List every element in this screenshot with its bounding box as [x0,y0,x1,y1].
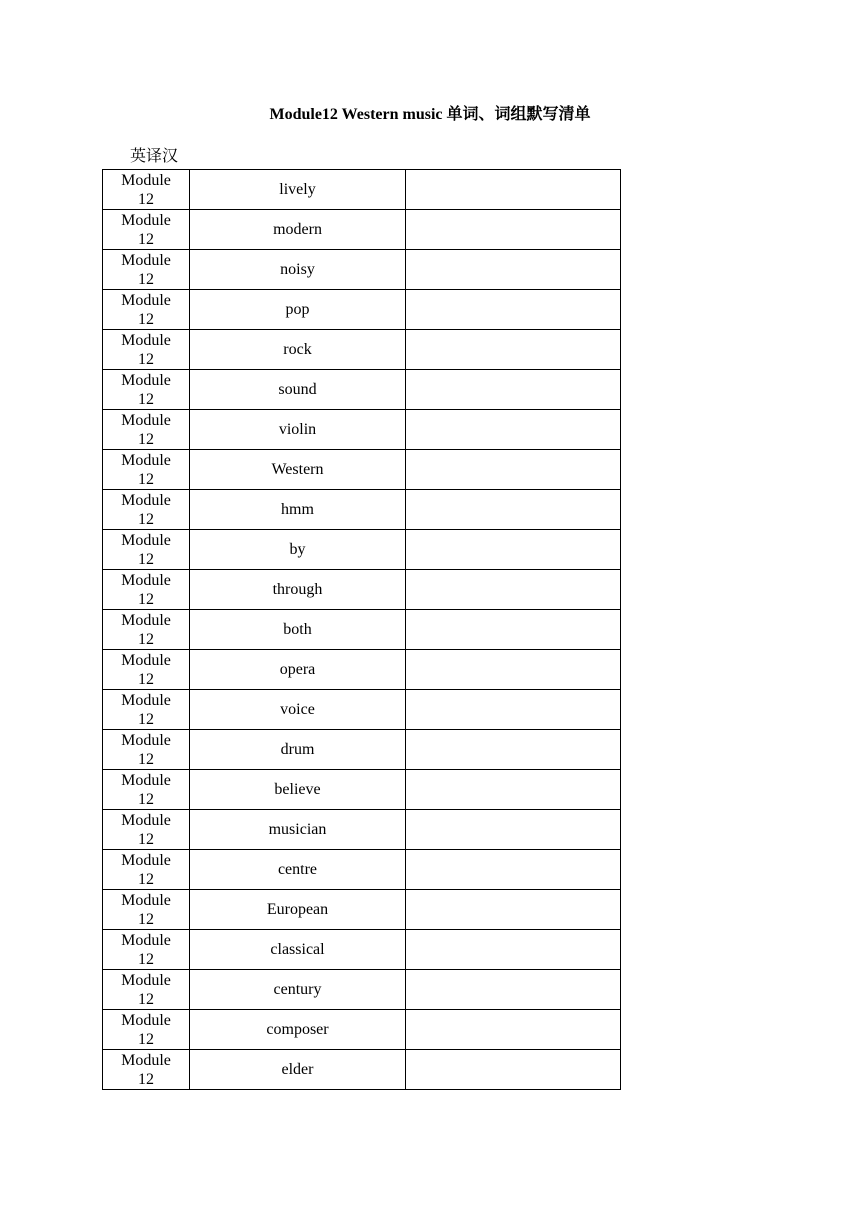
english-word-cell: lively [190,170,406,210]
translation-answer-cell[interactable] [406,890,621,930]
module-cell [103,490,190,530]
module-label: Module [121,171,171,189]
table-row [103,610,621,650]
table-row [103,650,621,690]
english-word-cell: both [190,610,406,650]
translation-answer-cell[interactable] [406,490,621,530]
english-word-cell: European [190,890,406,930]
translation-answer-cell[interactable] [406,610,621,650]
module-label: Module [121,251,171,269]
table-row [103,730,621,770]
vocab-table-body [103,170,621,1090]
translation-answer-cell[interactable] [406,210,621,250]
english-word-cell: hmm [190,490,406,530]
english-word-cell: modern [190,210,406,250]
module-cell [103,610,190,650]
module-cell [103,1050,190,1090]
table-row [103,250,621,290]
table-row [103,850,621,890]
table-row [103,570,621,610]
module-number: 12 [138,950,154,968]
english-word-cell: violin [190,410,406,450]
english-word-cell: noisy [190,250,406,290]
page-title: Module12 Western music 单词、词组默写清单 [269,106,591,123]
table-row [103,970,621,1010]
english-word-cell: musician [190,810,406,850]
module-number: 12 [138,910,154,928]
table-row [103,1010,621,1050]
module-label: Module [121,531,171,549]
table-row [103,690,621,730]
english-word-cell: pop [190,290,406,330]
translation-answer-cell[interactable] [406,290,621,330]
table-row [103,330,621,370]
module-label: Module [121,611,171,629]
module-label: Module [121,491,171,509]
module-cell [103,850,190,890]
table-row [103,290,621,330]
module-number: 12 [138,990,154,1008]
table-row [103,490,621,530]
module-label: Module [121,851,171,869]
translation-answer-cell[interactable] [406,570,621,610]
module-label: Module [121,411,171,429]
translation-answer-cell[interactable] [406,650,621,690]
module-label: Module [121,371,171,389]
english-word-cell: opera [190,650,406,690]
translation-answer-cell[interactable] [406,1050,621,1090]
module-label: Module [121,331,171,349]
table-row [103,1050,621,1090]
module-label: Module [121,1011,171,1029]
english-word-cell: believe [190,770,406,810]
translation-answer-cell[interactable] [406,370,621,410]
module-number: 12 [138,190,154,208]
translation-answer-cell[interactable] [406,410,621,450]
module-number: 12 [138,870,154,888]
vocab-table [102,169,621,1090]
table-row [103,410,621,450]
module-label: Module [121,1051,171,1069]
module-cell [103,530,190,570]
module-cell [103,770,190,810]
english-word-cell: sound [190,370,406,410]
english-word-cell: elder [190,1050,406,1090]
module-cell [103,330,190,370]
english-word-cell: classical [190,930,406,970]
module-label: Module [121,451,171,469]
table-row [103,930,621,970]
module-label: Module [121,731,171,749]
translation-answer-cell[interactable] [406,770,621,810]
module-number: 12 [138,670,154,688]
translation-answer-cell[interactable] [406,810,621,850]
table-row [103,170,621,210]
english-word-cell: by [190,530,406,570]
module-cell [103,450,190,490]
module-number: 12 [138,550,154,568]
module-number: 12 [138,790,154,808]
module-cell [103,290,190,330]
module-number: 12 [138,590,154,608]
module-cell [103,970,190,1010]
translation-answer-cell[interactable] [406,450,621,490]
module-cell [103,570,190,610]
module-cell [103,410,190,450]
module-label: Module [121,971,171,989]
translation-answer-cell[interactable] [406,690,621,730]
module-label: Module [121,771,171,789]
english-word-cell: drum [190,730,406,770]
table-row [103,530,621,570]
translation-answer-cell[interactable] [406,170,621,210]
english-word-cell: rock [190,330,406,370]
module-label: Module [121,211,171,229]
table-row [103,770,621,810]
module-cell [103,930,190,970]
module-label: Module [121,651,171,669]
module-label: Module [121,691,171,709]
module-number: 12 [138,390,154,408]
module-cell [103,730,190,770]
module-number: 12 [138,830,154,848]
english-word-cell: centre [190,850,406,890]
translation-answer-cell[interactable] [406,730,621,770]
module-cell [103,690,190,730]
translation-answer-cell[interactable] [406,1010,621,1050]
english-word-cell: Western [190,450,406,490]
module-number: 12 [138,270,154,288]
english-word-cell: through [190,570,406,610]
table-row [103,370,621,410]
english-word-cell: composer [190,1010,406,1050]
module-number: 12 [138,1030,154,1048]
module-number: 12 [138,630,154,648]
table-row [103,450,621,490]
module-number: 12 [138,1070,154,1088]
module-label: Module [121,931,171,949]
module-label: Module [121,891,171,909]
section-label: 英译汉 [130,148,179,165]
module-number: 12 [138,230,154,248]
translation-answer-cell[interactable] [406,970,621,1010]
module-cell [103,210,190,250]
module-number: 12 [138,310,154,328]
module-cell [103,890,190,930]
table-row [103,210,621,250]
module-number: 12 [138,430,154,448]
module-number: 12 [138,350,154,368]
module-number: 12 [138,710,154,728]
module-number: 12 [138,510,154,528]
module-label: Module [121,571,171,589]
table-row [103,890,621,930]
translation-answer-cell[interactable] [406,530,621,570]
module-cell [103,170,190,210]
english-word-cell: voice [190,690,406,730]
module-number: 12 [138,750,154,768]
module-label: Module [121,291,171,309]
translation-answer-cell[interactable] [406,850,621,890]
module-label: Module [121,811,171,829]
module-cell [103,370,190,410]
module-cell [103,810,190,850]
english-word-cell: century [190,970,406,1010]
translation-answer-cell[interactable] [406,250,621,290]
module-cell [103,1010,190,1050]
module-cell [103,650,190,690]
module-number: 12 [138,470,154,488]
translation-answer-cell[interactable] [406,930,621,970]
module-cell [103,250,190,290]
table-row [103,810,621,850]
translation-answer-cell[interactable] [406,330,621,370]
